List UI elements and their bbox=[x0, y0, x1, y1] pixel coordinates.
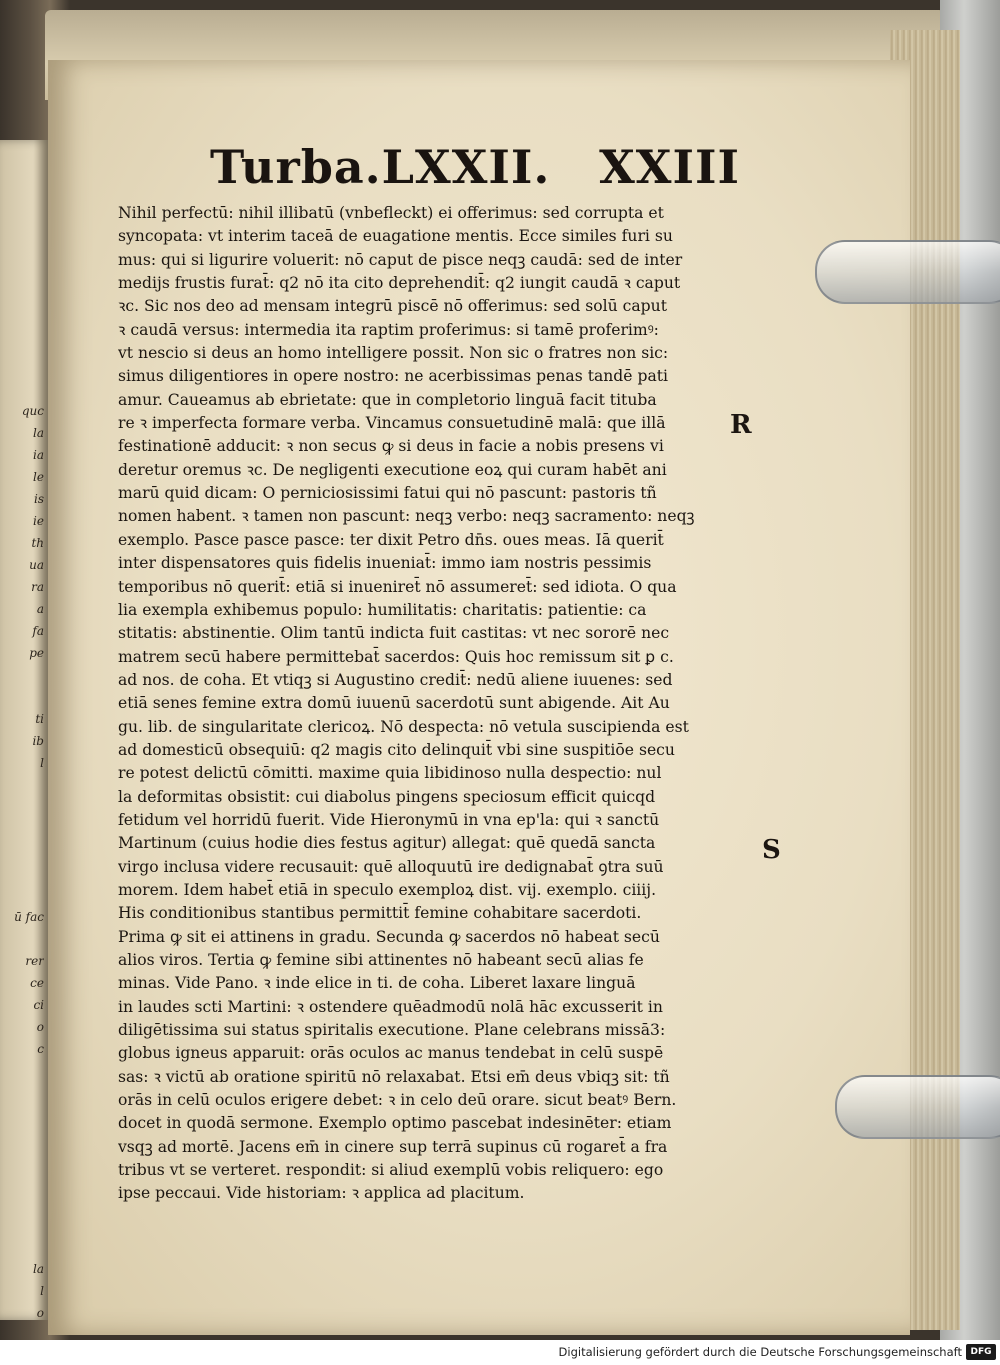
left-fragment-line: ra bbox=[31, 580, 44, 594]
text-line: festinationē adducit: ꝛ non secus ꝙ si deus in facie a nobis presens vi bbox=[118, 437, 664, 456]
text-line: re potest delictū cōmitti. maxime quia libidinoso nulla despectio: nul bbox=[118, 764, 662, 783]
text-line: diligētissima sui status spiritalis executione. Plane celebrans missā3: bbox=[118, 1021, 666, 1040]
left-fragment-line bbox=[0, 1104, 44, 1126]
text-line: deretur oremus ꝛc. De negligenti executione eoꝝ qui curam habēt ani bbox=[118, 460, 667, 479]
left-fragment-line: ū fac bbox=[14, 910, 44, 924]
text-line: syncopata: vt interim taceā de euagatione mentis. Ecce similes furi su bbox=[118, 227, 673, 246]
left-fragment-line: is bbox=[34, 492, 44, 506]
folio-number: XXIII bbox=[599, 140, 740, 194]
text-line: Nihil perfectū: nihil illibatū (vnbefleckt) ei offerimus: sed corrupta et bbox=[118, 204, 664, 222]
text-line: docet in quodā sermone. Exemplo optimo pascebat indesinēter: etiam bbox=[118, 1114, 672, 1133]
text-line: sas: ꝛ victū ab oratione spiritū nō relaxabat. Etsi em̄ deus vbiqꝫ sit: tñ bbox=[118, 1067, 670, 1086]
left-fragment-line bbox=[0, 1192, 44, 1214]
left-fragment-line: rer bbox=[25, 954, 44, 968]
margin-mark-r: R bbox=[730, 410, 752, 440]
text-line: amur. Caueamus ab ebrietate: que in completorio linguā facit tituba bbox=[118, 390, 657, 409]
text-line: vt nescio si deus an homo intelligere possit. Non sic o fratres non sic: bbox=[118, 344, 669, 363]
footer-bar bbox=[0, 1340, 1000, 1365]
margin-mark-s: S bbox=[762, 835, 781, 865]
left-fragment-line bbox=[0, 1148, 44, 1170]
text-line: marū quid dicam: O perniciosissimi fatui qui nō pascunt: pastoris tñ bbox=[118, 484, 657, 503]
left-fragment-line bbox=[0, 664, 44, 686]
left-fragment-line bbox=[0, 796, 44, 818]
left-fragment-line bbox=[0, 1082, 44, 1104]
left-fragment-line bbox=[0, 1060, 44, 1082]
left-fragment-line: l bbox=[40, 1284, 44, 1298]
left-fragment-line: la bbox=[33, 426, 44, 440]
left-fragment-line: o bbox=[36, 1020, 44, 1034]
text-line: ad nos. de coha. Et vtiqꝫ si Augustino credit̄: nedū aliene iuuenes: sed bbox=[118, 670, 673, 689]
text-line: mus: qui si ligurire voluerit: nō caput de pisce neqꝫ caudā: sed de inter bbox=[118, 250, 683, 269]
left-fragment-line: o bbox=[36, 1306, 44, 1320]
left-fragment-line: quc bbox=[21, 404, 44, 418]
left-fragment-line: ie bbox=[33, 514, 44, 528]
left-fragment-line: le bbox=[33, 470, 44, 484]
left-fragment-line bbox=[0, 884, 44, 906]
left-fragment-line bbox=[0, 774, 44, 796]
left-fragment-line bbox=[0, 1126, 44, 1148]
text-line: minas. Vide Pano. ꝛ inde elice in ti. de coha. Liberet laxare linguā bbox=[118, 974, 636, 993]
text-line: inter dispensatores quis fidelis inueniat̄: immo iam nostris pessimis bbox=[118, 554, 652, 573]
left-fragment-line: a bbox=[36, 602, 44, 616]
left-fragment-line bbox=[0, 840, 44, 862]
text-line: Prima ꝙ sit ei attinens in gradu. Secunda ꝙ sacerdos nō habeat secū bbox=[118, 927, 660, 946]
text-line: matrem secū habere permittebat̄ sacerdos: Quis hoc remissum sit ꝑ c. bbox=[118, 647, 674, 666]
left-fragment-line bbox=[0, 686, 44, 708]
running-title: Turba.LXXII. bbox=[210, 140, 551, 194]
text-line: nomen habent. ꝛ tamen non pascunt: neqꝫ verbo: neqꝫ sacramento: neqꝫ bbox=[118, 507, 695, 526]
left-fragment-line bbox=[0, 862, 44, 884]
left-page-text bbox=[0, 400, 44, 1324]
text-line: medijs frustis furat̄: q2 nō ita cito deprehendit̄: q2 iungit caudā ꝛ caput bbox=[118, 274, 681, 293]
left-page-fragment bbox=[0, 140, 48, 1320]
left-fragment-line: ib bbox=[32, 734, 44, 748]
text-line: la deformitas obsistit: cui diabolus pingens speciosum efficit quicqd bbox=[118, 787, 656, 806]
left-fragment-line: ci bbox=[33, 998, 44, 1012]
text-line: vsqꝫ ad mortē. Jacens em̄ in cinere sup terrā supinus cū rogaret̄ a fra bbox=[118, 1137, 668, 1156]
left-fragment-line bbox=[0, 928, 44, 950]
dfg-logo: DFG bbox=[966, 1344, 996, 1360]
funding-notice: Digitalisierung gefördert durch die Deutsche Forschungsgemeinschaft bbox=[558, 1345, 962, 1359]
text-line: morem. Idem habet̄ etiā in speculo exemploꝝ dist. vij. exemplo. ciiij. bbox=[118, 880, 657, 899]
text-line: globus igneus apparuit: orās oculos ac manus tendebat in celū suspē bbox=[118, 1044, 664, 1063]
left-fragment-line bbox=[0, 1214, 44, 1236]
text-line: ꝛ caudā versus: intermedia ita raptim proferimus: si tamē proferimꝰ: bbox=[118, 320, 659, 339]
text-line: stitatis: abstinentie. Olim tantū indicta fuit castitas: vt nec sororē nec bbox=[118, 624, 670, 643]
text-line: gu. lib. de singularitate clericoꝝ. Nō despecta: nō vetula suscipienda est bbox=[118, 717, 689, 736]
left-fragment-line bbox=[0, 1236, 44, 1258]
text-line: in laudes scti Martini: ꝛ ostendere quēadmodū nolā hāc excusserit in bbox=[118, 997, 663, 1016]
left-fragment-line: ti bbox=[35, 712, 44, 726]
text-line: simus diligentiores in opere nostro: ne acerbissimas penas tandē pati bbox=[118, 367, 668, 386]
left-fragment-line: ce bbox=[30, 976, 44, 990]
text-line: ipse peccaui. Vide historiam: ꝛ applica ad placitum. bbox=[118, 1184, 525, 1203]
text-line: His conditionibus stantibus permittit̄ femine cohabitare sacerdoti. bbox=[118, 904, 642, 923]
page-header bbox=[210, 140, 740, 194]
text-line: tribus vt se verteret. respondit: si aliud exemplū vobis reliquero: ego bbox=[118, 1161, 664, 1180]
left-fragment-line: pe bbox=[29, 646, 44, 660]
text-line: exemplo. Pasce pasce pasce: ter dixit Petro dn̄s. oues meas. Iā querit̄ bbox=[118, 530, 664, 549]
page-holder-clip bbox=[815, 240, 1000, 304]
text-line: Martinum (cuius hodie dies festus agitur) allegat: quē quedā sancta bbox=[118, 834, 656, 853]
text-line: virgo inclusa videre recusauit: quē alloquutū ire dedignabat̄ ꝯtra suū bbox=[118, 857, 664, 876]
text-line: ꝛc. Sic nos deo ad mensam integrū piscē nō offerimus: sed solū caput bbox=[118, 297, 667, 316]
text-line: ad domesticū obsequiū: q2 magis cito delinquit̄ vbi sine suspitiōe secu bbox=[118, 740, 675, 759]
left-fragment-line: th bbox=[31, 536, 44, 550]
text-line: re ꝛ imperfecta formare verba. Vincamus consuetudinē malā: que illā bbox=[118, 414, 666, 433]
text-line: etiā senes femine extra domū iuuenū sacerdotū sunt abigende. Ait Au bbox=[118, 694, 670, 713]
left-fragment-line bbox=[0, 1170, 44, 1192]
left-fragment-line: fa bbox=[32, 624, 44, 638]
page-holder-clip bbox=[835, 1075, 1000, 1139]
text-line: fetidum vel horridū fuerit. Vide Hieronymū in vna ep'la: qui ꝛ sanctū bbox=[118, 810, 660, 829]
left-fragment-line: ia bbox=[33, 448, 44, 462]
left-fragment-line bbox=[0, 818, 44, 840]
text-line: lia exempla exhibemus populo: humilitatis: charitatis: patientie: ca bbox=[118, 600, 647, 619]
left-fragment-line: l bbox=[40, 756, 44, 770]
text-line: temporibus nō querit̄: etiā si inueniret̄ nō assumeret̄: sed idiota. O qua bbox=[118, 577, 677, 596]
left-fragment-line: ua bbox=[29, 558, 44, 572]
text-line: alios viros. Tertia ꝙ femine sibi attinentes nō habeant secū alias fe bbox=[118, 951, 644, 969]
left-fragment-line: c bbox=[37, 1042, 44, 1056]
text-line: orās in celū oculos erigere debet: ꝛ in celo deū orare. sicut beatꝰ Bern. bbox=[118, 1091, 677, 1110]
body-text bbox=[118, 202, 758, 1206]
left-fragment-line: la bbox=[33, 1262, 44, 1276]
